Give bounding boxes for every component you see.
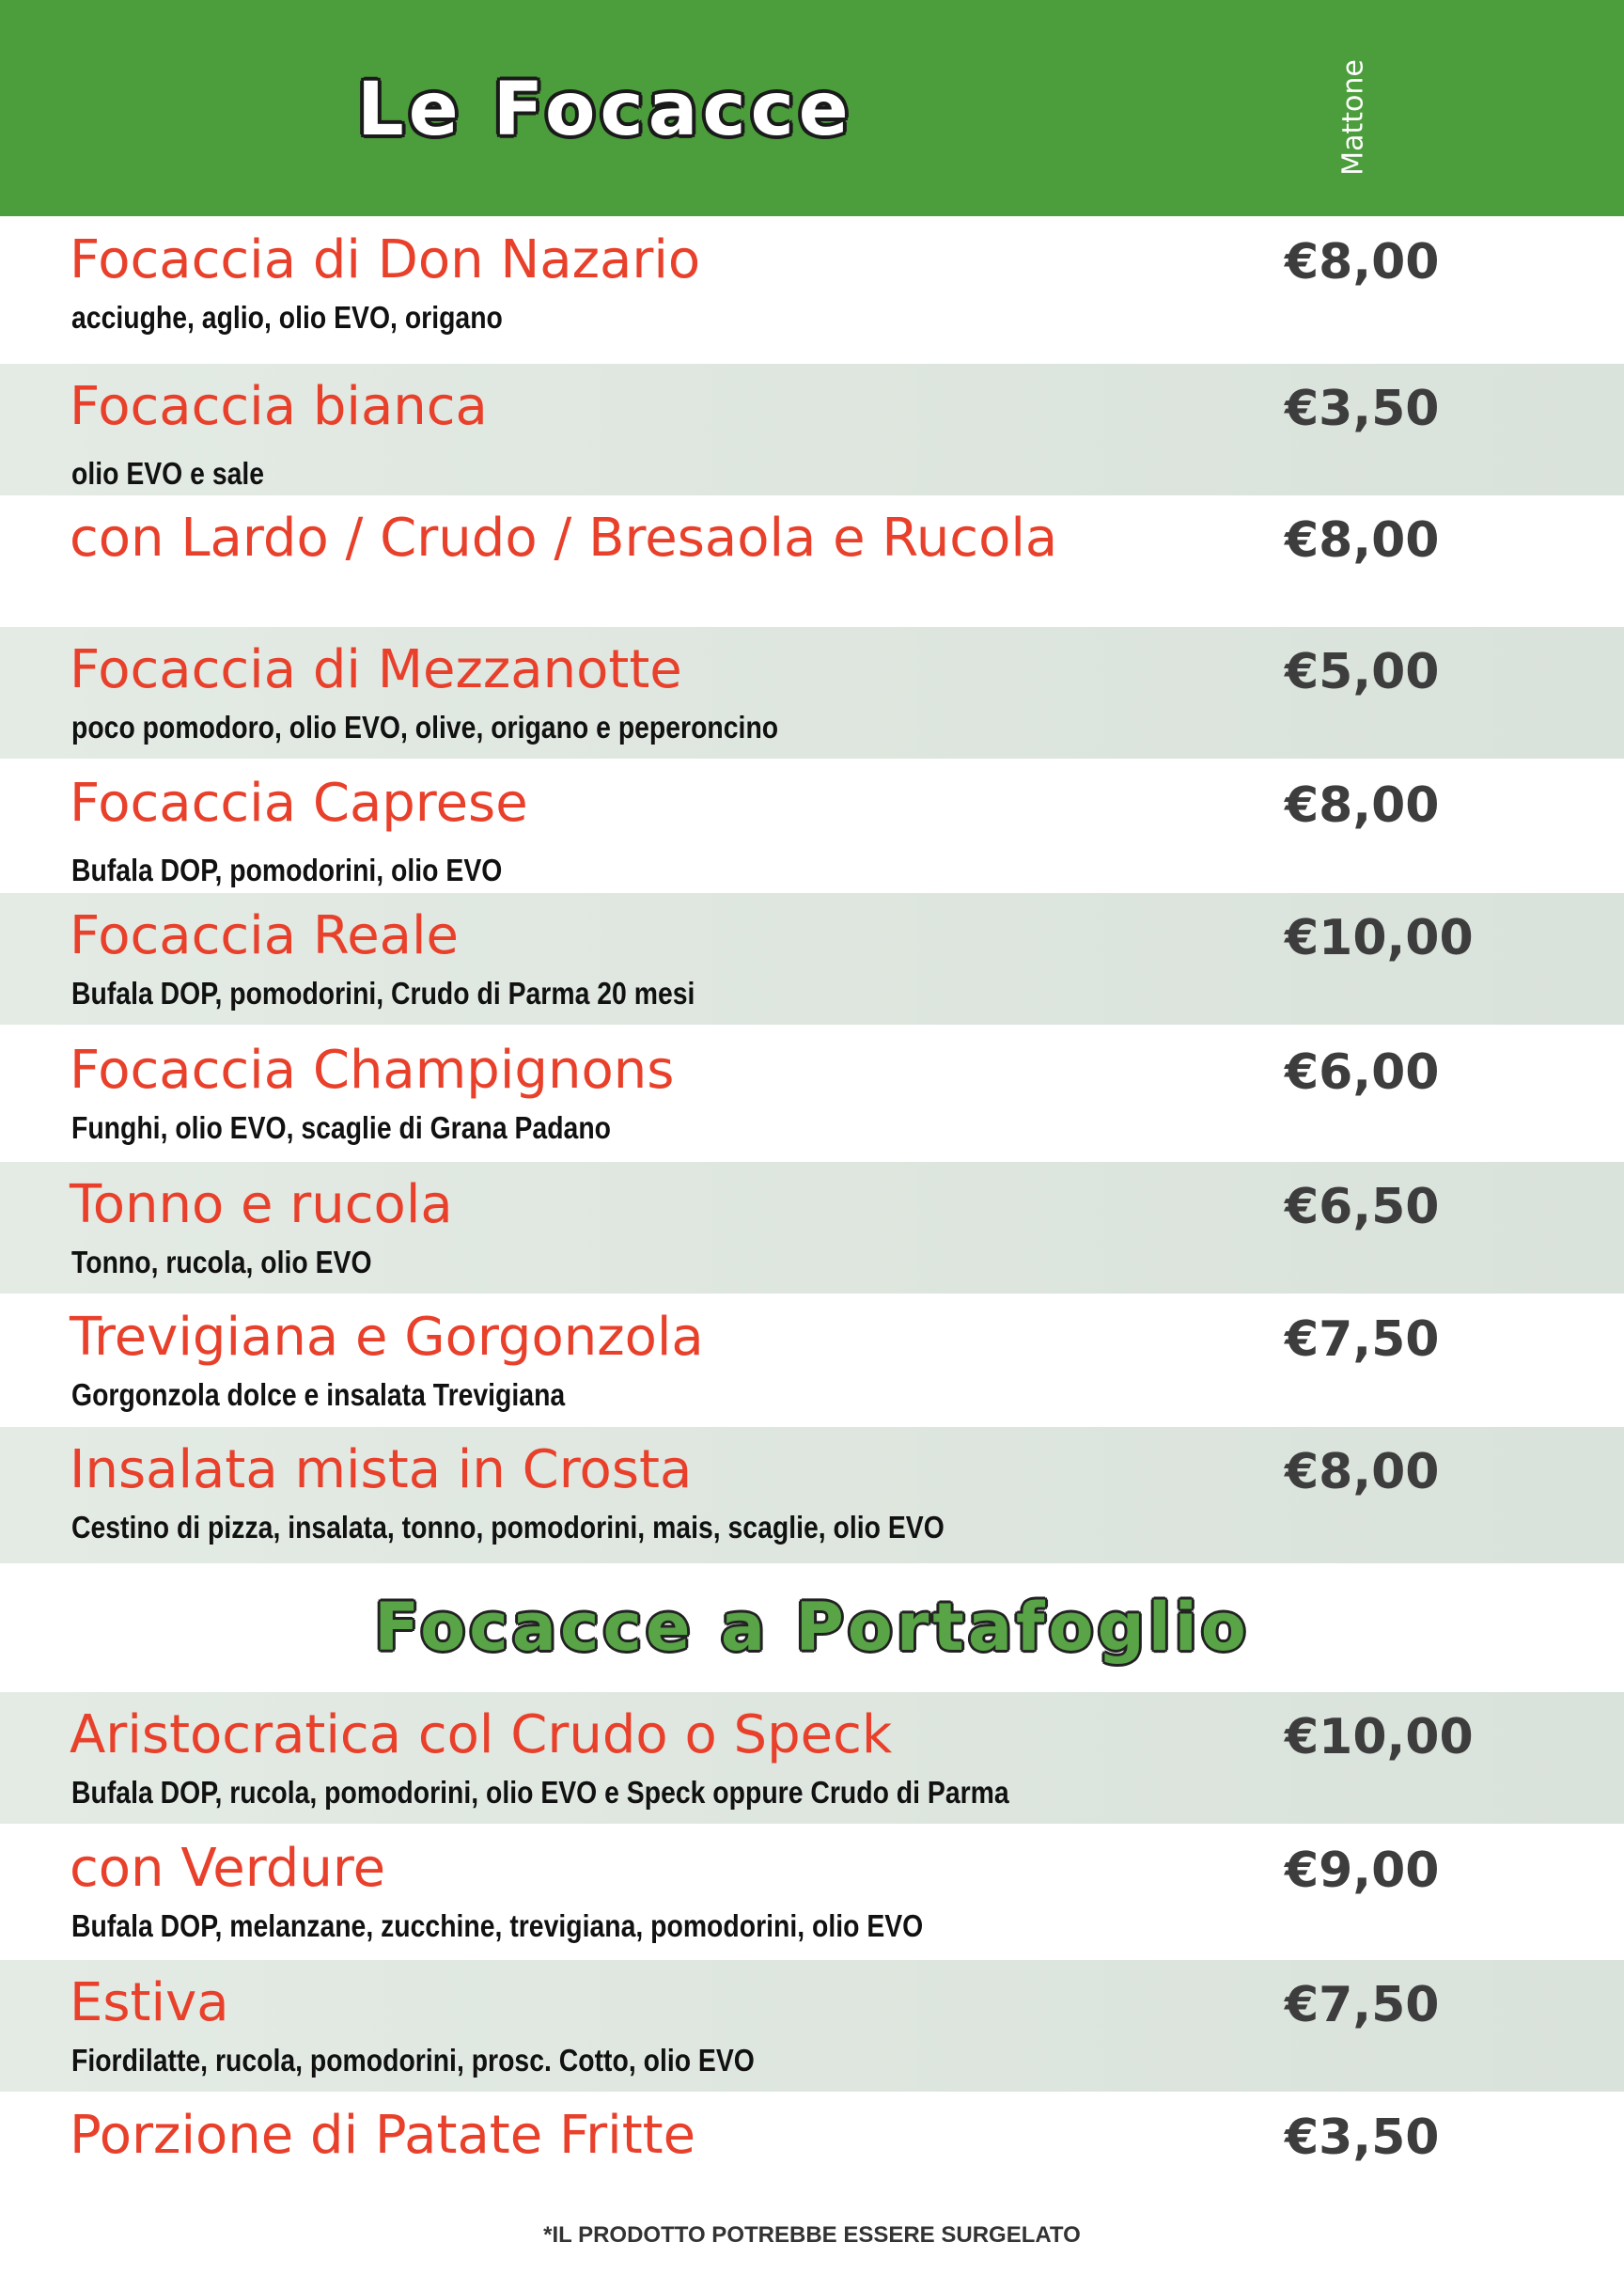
item-name: Focaccia Caprese xyxy=(70,773,528,834)
item-description: Gorgonzola dolce e insalata Trevigiana xyxy=(71,1377,566,1412)
item-name: Focaccia Champignons xyxy=(70,1040,675,1101)
item-name: Tonno e rucola xyxy=(70,1174,453,1235)
item-price: €5,00 xyxy=(1285,644,1440,700)
item-description: Cestino di pizza, insalata, tonno, pomodorini, mais, scaglie, olio EVO xyxy=(71,1510,945,1545)
item-name: con Verdure xyxy=(70,1838,386,1899)
item-price: €7,50 xyxy=(1285,1977,1440,2033)
menu-item xyxy=(0,217,1624,349)
item-price: €8,00 xyxy=(1285,234,1440,290)
item-price: €10,00 xyxy=(1285,910,1474,966)
item-name: Porzione di Patate Fritte xyxy=(70,2105,696,2166)
item-name: Focaccia bianca xyxy=(70,376,488,437)
menu-item xyxy=(0,1162,1624,1294)
item-name: Focaccia Reale xyxy=(70,905,460,966)
menu-item xyxy=(0,1960,1624,2092)
menu-item xyxy=(0,495,1624,627)
item-description: Bufala DOP, melanzane, zucchine, trevigiana, pomodorini, olio EVO xyxy=(71,1908,924,1943)
item-price: €3,50 xyxy=(1285,2109,1440,2166)
item-price: €3,50 xyxy=(1285,381,1440,437)
item-description: Bufala DOP, pomodorini, olio EVO xyxy=(71,853,503,887)
footnote: *IL PRODOTTO POTREBBE ESSERE SURGELATO xyxy=(543,2222,1081,2248)
section-title: Focacce a Portafoglio xyxy=(374,1589,1250,1666)
menu-item xyxy=(0,1692,1624,1824)
item-price: €6,50 xyxy=(1285,1179,1440,1235)
menu-item xyxy=(0,627,1624,759)
item-price: €8,00 xyxy=(1285,777,1440,834)
item-name: Focaccia di Don Nazario xyxy=(70,229,701,290)
column-label xyxy=(1329,28,1378,207)
column-label-text: Mattone xyxy=(1336,59,1370,176)
item-description: Fiordilatte, rucola, pomodorini, prosc. Cotto, olio EVO xyxy=(71,2043,755,2078)
item-name: Estiva xyxy=(70,1972,229,2033)
item-description: olio EVO e sale xyxy=(71,456,265,491)
item-description: Bufala DOP, rucola, pomodorini, olio EVO e Speck oppure Crudo di Parma xyxy=(71,1775,1009,1810)
item-name: Focaccia di Mezzanotte xyxy=(70,639,682,700)
menu-item xyxy=(0,761,1624,892)
item-name: Aristocratica col Crudo o Speck xyxy=(70,1704,893,1765)
menu-item xyxy=(0,1427,1624,1563)
item-description: Funghi, olio EVO, scaglie di Grana Padano xyxy=(71,1110,612,1145)
item-description: Bufala DOP, pomodorini, Crudo di Parma 20 mesi xyxy=(71,976,695,1011)
item-price: €10,00 xyxy=(1285,1709,1474,1765)
item-price: €7,50 xyxy=(1285,1311,1440,1368)
menu-item xyxy=(0,1294,1624,1426)
page-title: Le Focacce xyxy=(357,68,853,152)
item-name: con Lardo / Crudo / Bresaola e Rucola xyxy=(70,508,1058,569)
item-name: Insalata mista in Crosta xyxy=(70,1439,693,1500)
item-description: Tonno, rucola, olio EVO xyxy=(71,1245,372,1279)
item-name: Trevigiana e Gorgonzola xyxy=(70,1307,704,1368)
menu-item xyxy=(0,1826,1624,1957)
item-price: €8,00 xyxy=(1285,1444,1440,1500)
item-price: €8,00 xyxy=(1285,512,1440,569)
menu-item xyxy=(0,364,1624,495)
item-price: €9,00 xyxy=(1285,1843,1440,1899)
item-description: acciughe, aglio, olio EVO, origano xyxy=(71,300,503,335)
item-price: €6,00 xyxy=(1285,1044,1440,1101)
menu-header xyxy=(0,0,1624,216)
menu-item xyxy=(0,2093,1624,2196)
item-description: poco pomodoro, olio EVO, olive, origano e peperoncino xyxy=(71,710,779,745)
menu-item xyxy=(0,893,1624,1025)
menu-item xyxy=(0,1027,1624,1159)
